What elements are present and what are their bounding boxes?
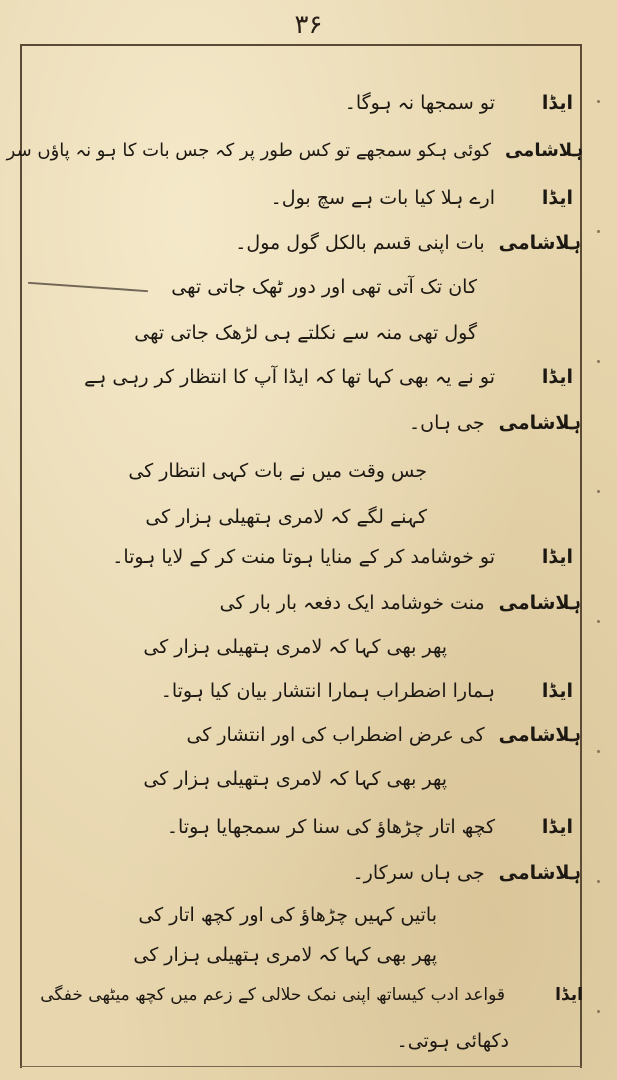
line-text: پھر بھی کہا کہ لامری ہتھیلی ہزار کی [133, 944, 437, 966]
line-text: کوئی ہکو سمجھے تو کس طور پر کہ جس بات کا ہو نہ پاؤں سر [6, 140, 491, 161]
binding-dot [597, 360, 600, 363]
binding-dot [597, 750, 600, 753]
line-text: پھر بھی کہا کہ لامری ہتھیلی ہزار کی [143, 768, 447, 790]
binding-dot [597, 100, 600, 103]
line-text: کان تک آتی تھی اور دور ٹھک جاتی تھی [171, 276, 477, 298]
line-text: پھر بھی کہا کہ لامری ہتھیلی ہزار کی [143, 636, 447, 658]
binding-dot [597, 230, 600, 233]
verse-line [133, 944, 437, 966]
binding-dot [597, 880, 600, 883]
speaker-name: ایڈا [555, 985, 583, 1005]
line-text: تو نے یہ بھی کہا تھا کہ ایڈا آپ کا انتظار کر رہی ہے [84, 366, 495, 388]
line-text: بات اپنی قسم بالکل گول مول۔ [235, 232, 485, 254]
dialogue-line [409, 412, 581, 434]
dialogue-line [112, 546, 573, 568]
speaker-name: ہلاشامی [504, 140, 583, 161]
line-text: جی ہاں سرکار۔ [352, 862, 485, 884]
binding-dot [597, 490, 600, 493]
verse-line [143, 636, 447, 658]
verse-line [397, 1030, 509, 1052]
speaker-name: ایڈا [541, 366, 573, 388]
speaker-name: ہلاشامی [498, 724, 581, 746]
speaker-name: ایڈا [541, 816, 573, 838]
binding-dot [597, 1010, 600, 1013]
line-text: جی ہاں۔ [408, 412, 485, 434]
line-text: ارے ہلا کیا بات ہے سچ بول۔ [270, 187, 495, 209]
line-text: کچھ اتار چڑھاؤ کی سنا کر سمجھایا ہوتا۔ [166, 816, 495, 838]
dialogue-line [353, 862, 581, 884]
line-text: منت خوشامد ایک دفعہ بار بار کی [219, 592, 485, 614]
speaker-name: ہلاشامی [498, 412, 581, 434]
pen-strike-mark [28, 282, 148, 292]
dialogue-line [40, 984, 583, 1005]
speaker-name: ایڈا [541, 680, 573, 702]
dialogue-line [345, 92, 573, 114]
line-text: کہنے لگے کہ لامری ہتھیلی ہزار کی [145, 506, 427, 528]
verse-line [134, 322, 477, 344]
speaker-name: ایڈا [541, 546, 573, 568]
dialogue-line [271, 187, 573, 209]
binding-dot [597, 620, 600, 623]
frame-bottom-rule [20, 1066, 582, 1067]
page-number: ۳۶ [294, 10, 323, 40]
dialogue-line [186, 724, 581, 746]
speaker-name: ہلاشامی [498, 592, 581, 614]
speaker-name: ہلاشامی [498, 862, 581, 884]
line-text: باتیں کہیں چڑھاؤ کی اور کچھ اتار کی [138, 904, 437, 926]
dialogue-line [84, 366, 573, 388]
line-text: گول تھی منہ سے نکلتے ہی لڑھک جاتی تھی [134, 322, 477, 344]
frame-left-rule [20, 44, 22, 1068]
speaker-name: ایڈا [541, 187, 573, 209]
frame-right-rule [580, 44, 582, 1068]
frame-top-rule [20, 44, 582, 46]
verse-line [145, 506, 427, 528]
line-text: ہمارا اضطراب ہمارا انتشار بیان کیا ہوتا۔ [160, 680, 495, 702]
binding-dots [597, 60, 611, 1060]
line-text: تو سمجھا نہ ہوگا۔ [344, 92, 495, 114]
verse-line [128, 460, 427, 482]
verse-line [138, 904, 437, 926]
line-text: جس وقت میں نے بات کہی انتظار کی [128, 460, 427, 482]
dialogue-line [235, 232, 581, 254]
speaker-name: ایڈا [541, 92, 573, 114]
line-text: کی عرض اضطراب کی اور انتشار کی [186, 724, 485, 746]
dialogue-line [167, 816, 573, 838]
line-text: قواعد ادب کیساتھ اپنی نمک حلالی کے زعم میں کچھ میٹھی خفگی [40, 985, 505, 1005]
line-text: تو خوشامد کر کے منایا ہوتا منت کر کے لایا ہوتا۔ [112, 546, 495, 568]
speaker-name: ہلاشامی [498, 232, 581, 254]
dialogue-line [220, 592, 581, 614]
dialogue-line [7, 140, 583, 161]
verse-line [171, 276, 477, 298]
verse-line [143, 768, 447, 790]
dialogue-line [161, 680, 573, 702]
line-text: دکھائی ہوتی۔ [396, 1030, 509, 1052]
